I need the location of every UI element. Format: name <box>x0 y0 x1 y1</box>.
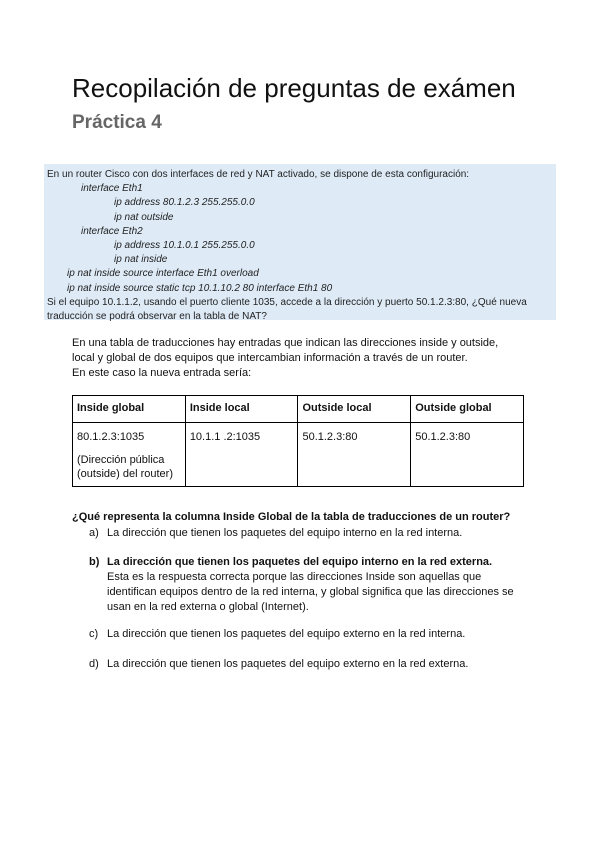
option-text: La dirección que tienen los paquetes del equipo interno en la red externa. <box>107 556 493 568</box>
table-cell: 50.1.2.3:80 <box>298 423 411 487</box>
table-cell <box>73 423 186 487</box>
table-header-cell: Inside global <box>73 396 186 423</box>
config-line: ip nat outside <box>114 211 174 223</box>
table-header-cell: Inside local <box>185 396 298 423</box>
config-line: ip nat inside <box>114 254 168 266</box>
option-d <box>89 657 468 672</box>
intro-line: En este caso la nueva entrada sería: <box>72 367 252 379</box>
table-header-cell: Outside local <box>298 396 411 423</box>
config-line: ip address 80.1.2.3 255.255.0.0 <box>114 197 255 209</box>
option-b-correct <box>89 555 492 570</box>
config-line: ip address 10.1.0.1 255.255.0.0 <box>114 240 255 252</box>
table-header-row <box>73 396 524 423</box>
question-line: Si el equipo 10.1.1.2, usando el puerto cliente 1035, accede a la dirección y puerto 50.1.2.3:80, ¿Qué nueva <box>47 296 527 308</box>
question-box <box>44 164 556 323</box>
cell-value: 80.1.2.3:1035 <box>77 431 145 443</box>
option-text: La dirección que tienen los paquetes del equipo externo en la red interna. <box>107 628 466 640</box>
option-letter: b) <box>89 556 100 568</box>
intro-line: local y global de dos equipos que intercambian información a través de un router. <box>72 352 468 364</box>
page-title: Recopilación de preguntas de exámen <box>72 73 516 103</box>
nat-table <box>72 395 524 487</box>
table-row <box>73 423 524 487</box>
table-header-cell: Outside global <box>411 396 524 423</box>
option-a <box>89 526 462 541</box>
explanation-line: identifican equipos dentro de la red interna, y global significa que las direcciones se <box>107 586 514 598</box>
explanation-line: usan en la red externa o global (Internet). <box>107 601 309 613</box>
config-line: ip nat inside source static tcp 10.1.10.2 80 interface Eth1 80 <box>67 282 333 294</box>
quiz-question: ¿Qué representa la columna Inside Global de la tabla de traducciones de un router? <box>72 511 511 523</box>
question-line: En un router Cisco con dos interfaces de red y NAT activado, se dispone de esta configuración: <box>47 169 470 180</box>
option-letter: d) <box>89 658 99 670</box>
explanation-line: Esta es la respuesta correcta porque las direcciones Inside son aquellas que <box>107 571 482 583</box>
answer-explanation <box>107 570 514 615</box>
option-letter: a) <box>89 527 99 539</box>
table-cell: 50.1.2.3:80 <box>411 423 524 487</box>
intro-line: En una tabla de traducciones hay entradas que indican las direcciones inside y outside, <box>72 337 499 349</box>
option-letter: c) <box>89 628 99 640</box>
table-cell: 10.1.1 .2:1035 <box>185 423 298 487</box>
option-text: La dirección que tienen los paquetes del equipo externo en la red externa. <box>107 658 469 670</box>
question-line: traducción se podrá observar en la tabla de NAT? <box>47 311 267 323</box>
option-text: La dirección que tienen los paquetes del equipo interno en la red interna. <box>107 527 463 539</box>
page-subtitle: Práctica 4 <box>72 112 162 133</box>
config-line: ip nat inside source interface Eth1 overload <box>67 268 259 280</box>
config-line: interface Eth2 <box>81 225 143 237</box>
config-line: interface Eth1 <box>81 183 143 195</box>
cell-note: (Dirección pública (outside) del router) <box>77 454 173 480</box>
intro-paragraph <box>72 336 542 381</box>
option-c <box>89 627 465 642</box>
